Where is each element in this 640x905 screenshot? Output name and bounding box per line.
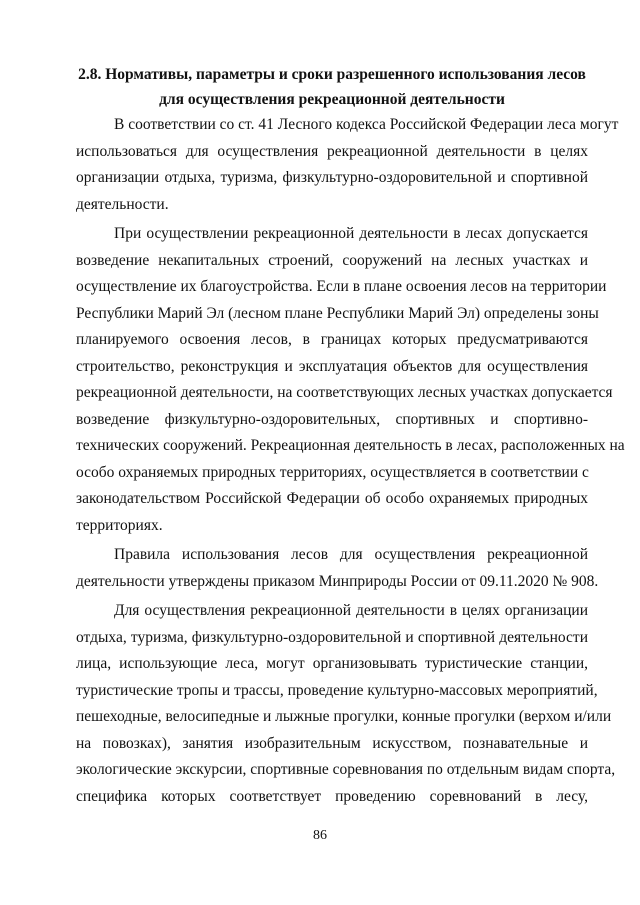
paragraph-2-line: осуществление их благоустройства. Если в плане освоения лесов на территории <box>76 278 607 295</box>
paragraph-3-line: деятельности утверждены приказом Минприроды России от 09.11.2020 № 908. <box>76 572 599 590</box>
paragraph-4-line: отдыха, туризма, физкультурно-оздоровительной и спортивной деятельности <box>76 628 588 646</box>
paragraph-4-line: лица, использующие леса, могут организовывать туристические станции, <box>76 655 588 672</box>
paragraph-4-line: Для осуществления рекреационной деятельности в целях организации <box>114 602 588 619</box>
paragraph-1 <box>76 112 619 218</box>
paragraph-4 <box>76 598 616 810</box>
body-text <box>76 112 625 813</box>
paragraph-4-line: специфика которых соответствует проведению соревнований в лесу, <box>76 787 588 805</box>
paragraph-3 <box>76 542 599 595</box>
paragraph-4-line: пешеходные, велосипедные и лыжные прогулки, конные прогулки (верхом и/или <box>76 708 612 725</box>
paragraph-2-line: законодательством Российской Федерации об особо охраняемых природных <box>76 490 588 507</box>
paragraph-2-line: рекреационной деятельности, на соответствующих лесных участках допускается <box>76 384 613 401</box>
paragraph-2-line: планируемого освоения лесов, в границах которых предусматриваются <box>76 331 588 348</box>
paragraph-1-line: организации отдыха, туризма, физкультурно-оздоровительной и спортивной <box>76 169 588 186</box>
page-number: 86 <box>313 828 327 843</box>
section-heading <box>76 62 588 112</box>
paragraph-2-line: технических сооружений. Рекреационная деятельность в лесах, расположенных на <box>76 437 625 454</box>
paragraph-2-line: возведение физкультурно-оздоровительных, спортивных и спортивно- <box>76 410 588 428</box>
paragraph-2-line: территориях. <box>76 516 163 534</box>
paragraph-4-line: туристические тропы и трассы, проведение культурно-массовых мероприятий, <box>76 681 598 699</box>
paragraph-4-line: экологические экскурсии, спортивные соревнования по отдельным видам спорта, <box>76 761 616 778</box>
section-heading-line-1: 2.8. Нормативы, параметры и сроки разрешенного использования лесов <box>78 66 586 83</box>
paragraph-1-line: В соответствии со ст. 41 Лесного кодекса Российской Федерации леса могут <box>114 116 619 133</box>
paragraph-1-line: деятельности. <box>76 195 169 213</box>
paragraph-1-line: использоваться для осуществления рекреационной деятельности в целях <box>76 142 588 160</box>
paragraph-2-line: Республики Марий Эл (лесном плане Республики Марий Эл) определены зоны <box>76 304 599 322</box>
paragraph-3-line: Правила использования лесов для осуществления рекреационной <box>114 546 588 563</box>
paragraph-2-line: возведение некапитальных строений, сооружений на лесных участках и <box>76 251 588 269</box>
paragraph-2-line: особо охраняемых природных территориях, осуществляется в соответствии с <box>76 463 589 481</box>
paragraph-2 <box>76 221 625 539</box>
paragraph-2-line: строительство, реконструкция и эксплуатация объектов для осуществления <box>76 357 588 375</box>
paragraph-4-line: на повозках), занятия изобразительным искусством, познавательные и <box>76 734 588 752</box>
paragraph-2-line: При осуществлении рекреационной деятельности в лесах допускается <box>114 225 588 242</box>
section-heading-line-2: для осуществления рекреационной деятельности <box>159 91 505 108</box>
